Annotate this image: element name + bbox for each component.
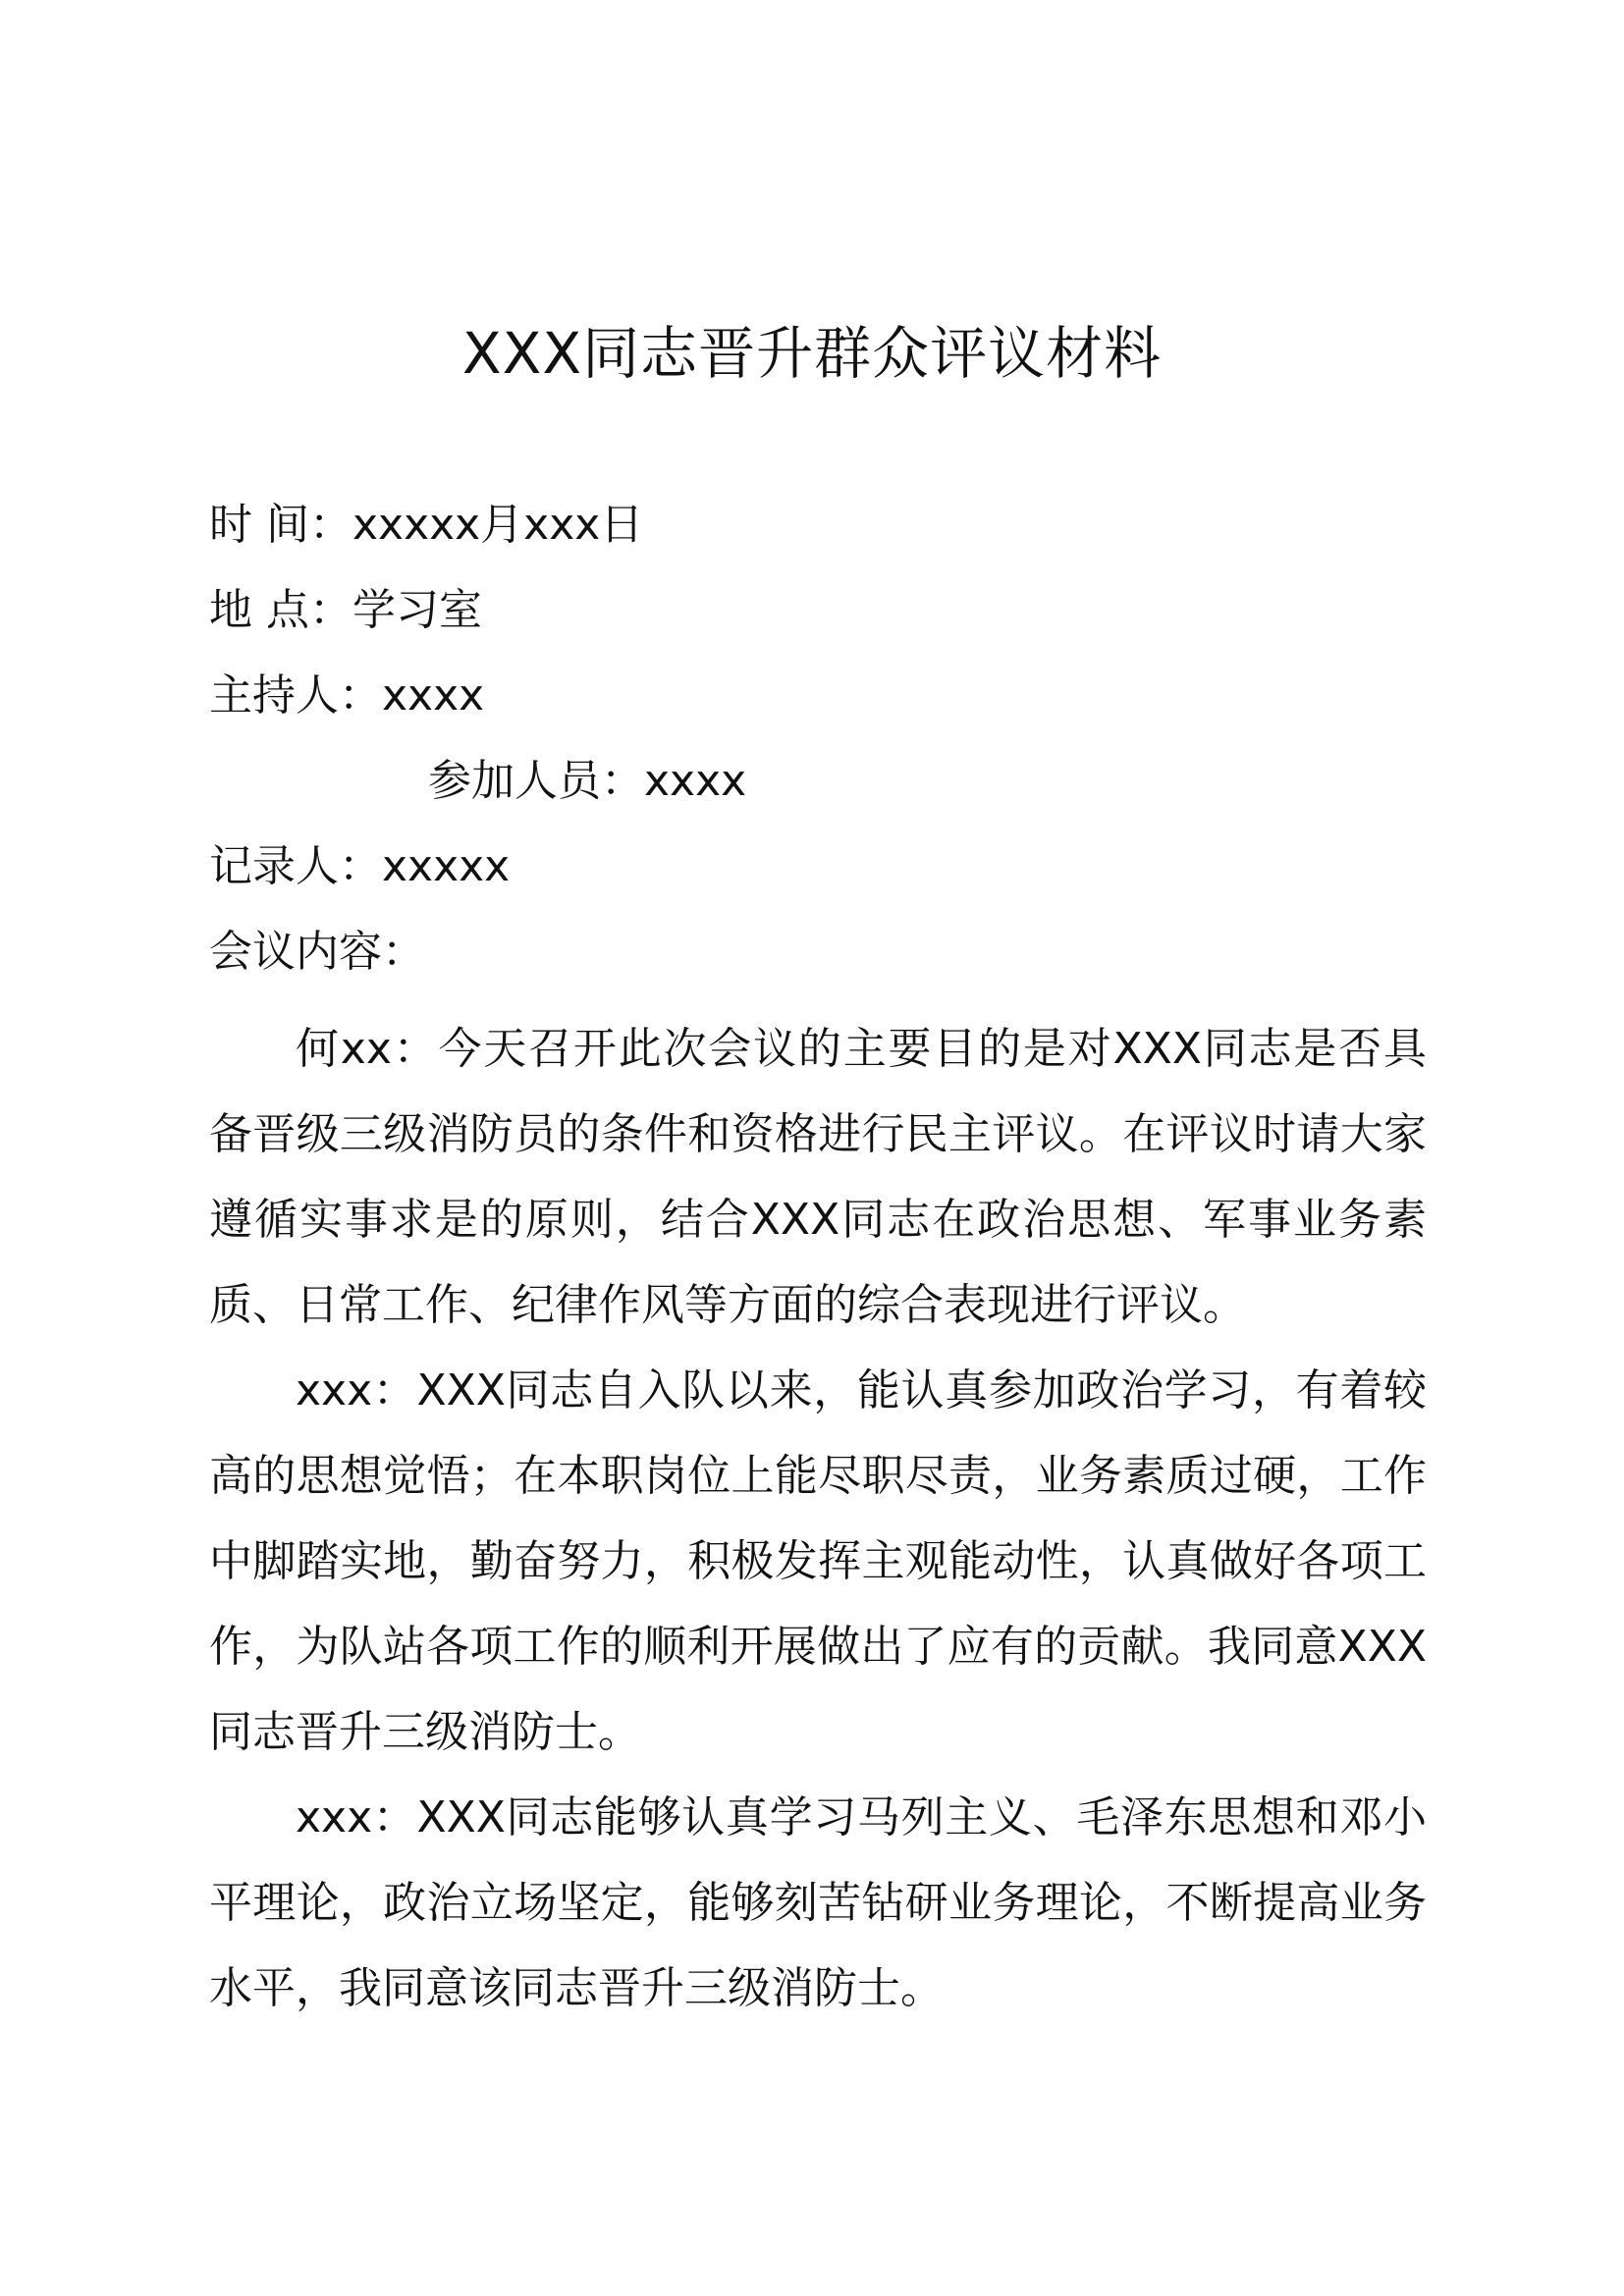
meeting-content-heading: 会议内容： bbox=[209, 927, 425, 977]
paragraph-opening-remarks: 何xx：今天召开此次会议的主要目的是对XXX同志是否具备晋级三级消防员的条件和资格进行民主评议。在评议时请大家遵循实事求是的原则，结合XXX同志在政治思想、军事业务素质、日常工作、纪律作风等方面的综合表现进行评议。 bbox=[209, 1024, 1427, 1330]
meeting-recorder: 记录人：xxxxx bbox=[209, 841, 511, 891]
meeting-place: 地 点：学习室 bbox=[209, 585, 482, 635]
meeting-participants: 参加人员：xxxx bbox=[428, 756, 747, 806]
meeting-content bbox=[209, 1006, 1427, 2031]
paragraph-evaluation-1: xxx：XXX同志自入队以来，能认真参加政治学习，有着较高的思想觉悟；在本职岗位上能尽职尽责，业务素质过硬，工作中脚踏实地，勤奋努力，积极发挥主观能动性，认真做好各项工作，为队站各项工作的顺利开展做出了应有的贡献。我同意XXX同志晋升三级消防士。 bbox=[209, 1365, 1427, 1757]
meeting-time: 时 间：xxxxx月xxx日 bbox=[209, 500, 644, 550]
document-title: XXX同志晋升群众评议材料 bbox=[461, 320, 1163, 387]
meeting-host: 主持人：xxxx bbox=[209, 670, 485, 721]
paragraph-evaluation-2: xxx：XXX同志能够认真学习马列主义、毛泽东思想和邓小平理论，政治立场坚定，能够刻苦钻研业务理论，不断提高业务水平，我同意该同志晋升三级消防士。 bbox=[209, 1792, 1427, 2013]
